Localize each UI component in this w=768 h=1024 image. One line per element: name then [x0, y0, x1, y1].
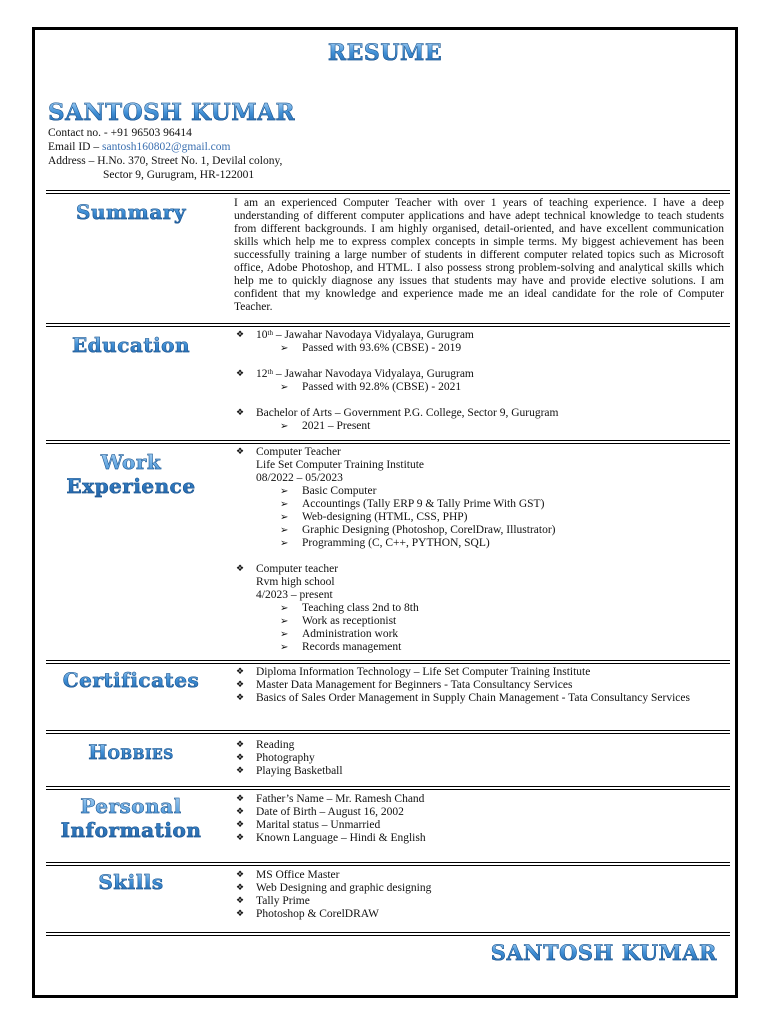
- education-list: [234, 329, 724, 433]
- skill-item: ❖ MS Office Master: [234, 869, 724, 882]
- certificate-item: ❖ Master Data Management for Beginners - Tata Consultancy Services: [234, 679, 724, 692]
- email-link[interactable]: santosh160802@gmail.com: [101, 141, 231, 153]
- certificate-item: ❖ Diploma Information Technology – Life Set Computer Training Institute: [234, 666, 724, 679]
- hobby-item: ❖ Playing Basketball: [234, 765, 724, 778]
- personal-information-section: [46, 786, 730, 862]
- contact-header: [48, 100, 448, 182]
- education-item: ❖ 10th – Jawahar Navodaya Vidyalaya, Gurugram ➢ Passed with 93.6% (CBSE) - 2019: [234, 329, 724, 355]
- address-line-1: Address – H.No. 370, Street No. 1, Devilal colony,: [48, 155, 283, 167]
- job-period: 4/2023 – present: [256, 589, 333, 601]
- job-entry: [234, 563, 724, 654]
- resume-page: [32, 27, 738, 998]
- education-item: ❖ 12th – Jawahar Navodaya Vidyalaya, Gurugram ➢ Passed with 92.8% (CBSE) - 2021: [234, 368, 724, 394]
- summary-section: [46, 190, 730, 323]
- job-entry: [234, 446, 724, 550]
- job-period: 08/2022 – 05/2023: [256, 472, 343, 484]
- footer-name: SANTOSH KUMAR: [490, 940, 717, 965]
- hobbies-heading: Hobbies: [56, 740, 206, 764]
- hobbies-section: [46, 730, 730, 786]
- personal-item: ❖ Date of Birth – August 16, 2002: [234, 806, 724, 819]
- hobby-item: ❖ Photography: [234, 752, 724, 765]
- job-duty: ➢ Administration work: [280, 628, 724, 641]
- skills-list: [234, 869, 724, 921]
- education-heading: Education: [56, 333, 206, 357]
- job-role: ❖ Computer Teacher: [256, 446, 341, 458]
- job-duty: ➢ Accountings (Tally ERP 9 & Tally Prime With GST): [280, 498, 724, 511]
- job-duty: ➢ Teaching class 2nd to 8th: [280, 602, 724, 615]
- job-duty: ➢ Records management: [280, 641, 724, 654]
- certificates-section: [46, 660, 730, 730]
- education-detail: ➢ Passed with 92.8% (CBSE) - 2021: [280, 381, 724, 394]
- job-role: ❖ Computer teacher: [256, 563, 339, 575]
- work-experience-heading: Work Experience: [56, 450, 206, 498]
- personal-item: ❖ Known Language – Hindi & English: [234, 832, 724, 845]
- skill-item: ❖ Tally Prime: [234, 895, 724, 908]
- resume-title: RESUME: [35, 40, 735, 66]
- certificate-item: ❖ Basics of Sales Order Management in Supply Chain Management - Tata Consultancy Services: [234, 692, 724, 705]
- job-duty: ➢ Programming (C, C++, PYTHON, SQL): [280, 537, 724, 550]
- summary-heading: Summary: [56, 200, 206, 224]
- work-experience-list: [234, 446, 724, 654]
- education-item: ❖ Bachelor of Arts – Government P.G. College, Sector 9, Gurugram ➢ 2021 – Present: [234, 407, 724, 433]
- candidate-name: SANTOSH KUMAR: [48, 100, 448, 126]
- hobbies-list: [234, 739, 724, 778]
- certificates-heading: Certificates: [56, 668, 206, 692]
- job-duty: ➢ Basic Computer: [280, 485, 724, 498]
- footer-divider: [46, 932, 730, 936]
- job-duty: ➢ Web-designing (HTML, CSS, PHP): [280, 511, 724, 524]
- job-organization: Rvm high school: [256, 576, 335, 588]
- personal-item: ❖ Marital status – Unmarried: [234, 819, 724, 832]
- certificates-list: [234, 666, 724, 705]
- personal-item: ❖ Father’s Name – Mr. Ramesh Chand: [234, 793, 724, 806]
- education-detail: ➢ 2021 – Present: [280, 420, 724, 433]
- education-section: [46, 323, 730, 440]
- personal-information-list: [234, 793, 724, 845]
- hobby-item: ❖ Reading: [234, 739, 724, 752]
- skills-section: [46, 862, 730, 932]
- personal-information-heading: Personal Information: [56, 794, 206, 842]
- work-experience-section: [46, 440, 730, 660]
- job-duty: ➢ Work as receptionist: [280, 615, 724, 628]
- job-duty: ➢ Graphic Designing (Photoshop, CorelDraw, Illustrator): [280, 524, 724, 537]
- summary-text: I am an experienced Computer Teacher with over 1 years of teaching experience. I have a deep understanding of different computer applications and have adept technical knowledge to teach students from different backgrounds. I am highly organised, detail-oriented, and have excellent communication skills which help me to express complex concepts in simple terms. My biggest achievement has been successfully training a large number of students in different computer related topics such as Microsoft office, Adobe Photoshop, and HTML. I also possess strong problem-solving and analytical skills which help me to quickly diagnose any issues that students may have and provide elective solutions. I am confident that my knowledge and experience made me an ideal candidate for the role of Computer Teacher.: [234, 197, 724, 313]
- education-detail: ➢ Passed with 93.6% (CBSE) - 2019: [280, 342, 724, 355]
- contact-number: Contact no. - +91 96503 96414: [48, 127, 192, 139]
- skills-heading: Skills: [56, 870, 206, 894]
- skill-item: ❖ Web Designing and graphic designing: [234, 882, 724, 895]
- address-line-2: Sector 9, Gurugram, HR-122001: [103, 169, 255, 181]
- job-organization: Life Set Computer Training Institute: [256, 459, 425, 471]
- email-label: Email ID –: [48, 141, 102, 153]
- email-line: [48, 140, 448, 154]
- skill-item: ❖ Photoshop & CorelDRAW: [234, 908, 724, 921]
